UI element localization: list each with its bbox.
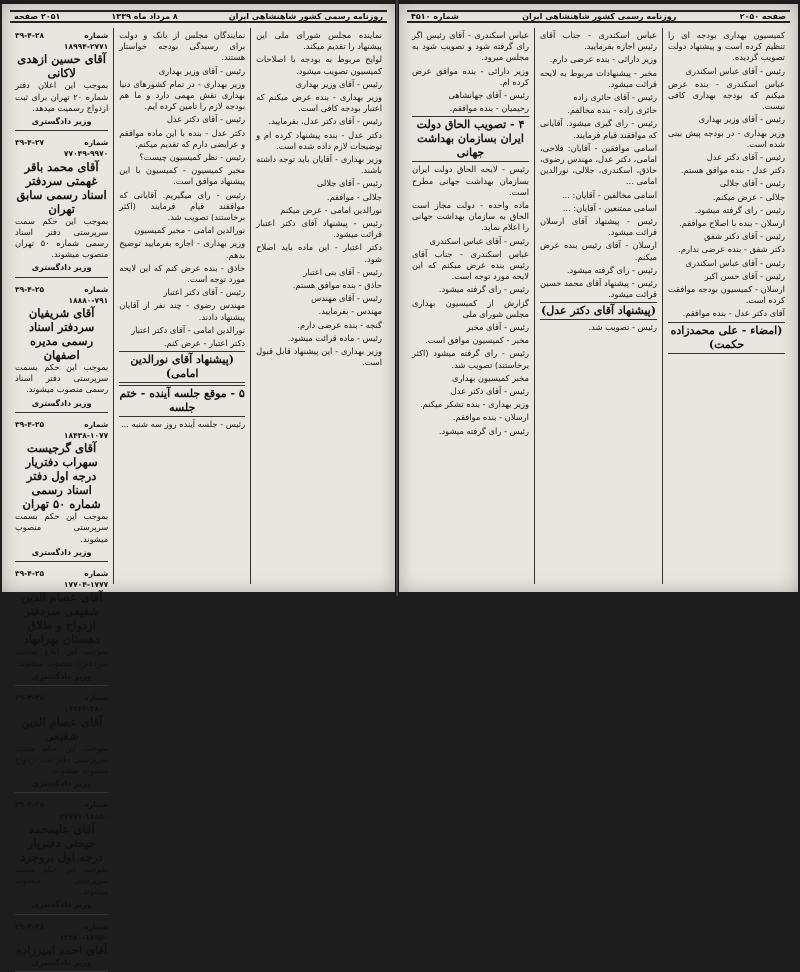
register-signature: وزیر دادگستری: [31, 263, 92, 273]
column-paragraph: اسامی ممتنعین - آقایان: ...: [562, 202, 657, 213]
section-heading: ۵ - موقع جلسه آینده - ختم جلسه: [119, 385, 245, 417]
column-paragraph: مخبر - کمیسیون موافق است.: [425, 335, 529, 346]
entry-divider: [15, 792, 108, 793]
right-column-3: [407, 28, 534, 584]
column-paragraph: عباس اسکندری - بنده عرض میکنم که بودجه بهداری کافی نیست.: [668, 78, 785, 112]
left-column-1: [250, 28, 387, 584]
right-page-columns: [407, 28, 790, 584]
entry-divider: [15, 130, 108, 131]
left-page: [2, 4, 395, 967]
column-paragraph: رئیس - رای گرفته میشود.: [438, 284, 529, 295]
column-paragraph: وزیر بهداری - این پیشنهاد قابل قبول است.: [256, 346, 382, 368]
column-paragraph: اسامی موافقین - آقایان: فلاحی، امامی، دکتر عدل، مهندس رضوی، حاذق، اسکندری، جلالی، نورالدین امامی ...: [540, 142, 657, 187]
column-paragraph: رئیس - آقای دکتر عدل: [166, 114, 246, 125]
column-paragraph: دکتر عدل - بنده موافق هستم.: [680, 165, 785, 176]
column-paragraph: وزیر بهداری - اجازه بفرمایید توضیح بدهم.: [119, 238, 246, 260]
column-paragraph: رئیس - نظر کمیسیون چیست؟: [139, 152, 246, 163]
register-text: بموجب این حکم بسمت سرپرستی منصوب میشوند.: [15, 511, 109, 544]
register-signature: وزیر دادگستری: [31, 957, 92, 967]
register-entry: [15, 137, 108, 277]
column-paragraph: وزیر بهداری - در بودجه پیش بینی شده است.: [668, 127, 785, 149]
register-number: شماره ۲۸۰۰-۱۷۷۶۴: [63, 693, 109, 714]
column-paragraph: رئیس - رای گیری میشود. آقایانی که موافقند قیام فرمایند.: [540, 118, 657, 140]
column-paragraph: رئیس - آقای مخبر: [466, 322, 529, 333]
column-paragraph: رئیس - لایحه الحاق دولت ایران بسازمان بهداشت جهانی مطرح است.: [412, 164, 529, 197]
column-paragraph: وزیر بهداری - آقایان باید توجه داشته باشند.: [256, 154, 382, 176]
register-date: ۳۹-۴-۲۸: [15, 31, 45, 40]
column-paragraph: رئیس - آقای وزیر بهداری: [698, 114, 785, 125]
column-paragraph: دکتر شفق - بنده عرضی ندارم.: [678, 244, 785, 255]
register-entry-meta: [15, 419, 108, 441]
column-paragraph: رئیس - پیشنهاد آقای ارسلان قرائت میشود.: [540, 216, 657, 238]
column-paragraph: دکتر اعتبار - این ماده باید اصلاح شود.: [256, 242, 382, 264]
column-paragraph: مخبر کمیسیون - کمیسیون با این پیشنهاد موافق است.: [119, 165, 246, 187]
column-paragraph: عباس اسکندری - آقای رئیس اگر رای گرفته شود و تصویب شود به مجلس میرود.: [412, 30, 529, 63]
entry-divider: [15, 412, 108, 413]
column-paragraph: رئیس - آقای عباس اسکندری: [685, 257, 785, 268]
column-paragraph: رئیس - آقای بنی اعتبار: [303, 266, 382, 277]
section-heading: ۴ - تصویب الحاق دولت ایران بسازمان بهداشت جهانی: [412, 116, 529, 162]
column-paragraph: عباس اسکندری - جناب آقای رئیس بنده عرض میکنم که این لایحه مورد توجه است.: [412, 248, 529, 282]
column-paragraph: مخبر کمیسیون بهداری: [452, 372, 529, 383]
column-paragraph: دکتر عدل - بنده با این ماده موافقم و عرایضی دارم که تقدیم میکنم.: [119, 127, 246, 149]
column-paragraph: رئیس - آقای دکتر عدل، بفرمایید.: [268, 116, 382, 127]
register-date: ۳۹-۴-۲۵: [15, 419, 45, 429]
register-date: ۳۹-۴-۲۸: [15, 921, 45, 931]
column-paragraph: آقای دکتر عدل - بنده موافقم.: [682, 308, 785, 319]
column-paragraph: رئیس - رای گرفته میشود.: [566, 264, 657, 275]
column-paragraph: رئیس - آقای عباس اسکندری: [685, 65, 785, 76]
column-paragraph: وزیر دارائی - بنده موافق عرض کرده ام.: [412, 65, 529, 87]
right-header-page-number: صفحه ۲۰۵۰: [739, 12, 786, 21]
column-paragraph: کمیسیون بهداری بودجه ای را تنظیم کرده است و پیشنهاد دولت تصویب گردیده.: [668, 30, 785, 63]
register-entry-meta: [15, 799, 108, 821]
column-paragraph: رئیس - جلسه آینده روز سه شنبه ...: [120, 419, 246, 430]
column-paragraph: حاذق - بنده عرض کنم که این لایحه مورد توجه است.: [119, 262, 246, 285]
column-paragraph: اسامی مخالفین - آقایان: ...: [562, 189, 657, 200]
column-paragraph: نورالدین امامی - عرض میکنم: [280, 204, 382, 215]
register-signature: وزیر دادگستری: [31, 779, 92, 789]
register-name: آقای علیمحمد حیحتی دفتریار درجه اول بروجرد: [20, 821, 103, 864]
column-paragraph: رئیس - آقای عباس اسکندری: [429, 235, 529, 246]
register-text: بموجب این حکم سمت سرپرستی دفتر اسناد رسمی شماره ۵۰ تهران منصوب میشوند.: [15, 215, 109, 260]
entry-divider: [15, 914, 108, 915]
register-date: ۳۹-۴-۲۵: [15, 569, 45, 579]
column-paragraph: جلالی - عرض میکنم.: [712, 191, 785, 202]
register-text: بموجب این اعلان دفتر شماره ۲۰ تهران برای ثبت ازدواج رسمیت میدهد.: [15, 80, 109, 113]
column-paragraph: رئیس - آقای حسن اکبر: [704, 270, 785, 281]
column-paragraph: رئیس - آقای حائری زاده: [573, 92, 657, 103]
register-date: ۳۹-۴-۲۵: [15, 693, 45, 703]
column-paragraph: گزارش از کمیسیون بهداری مجلس شورای ملی: [412, 297, 529, 319]
section-heading: (امضاء - علی محمدزاده حکمت): [668, 322, 785, 354]
register-name: آقای محمد باقر غهمتی سردفتر اسناد رسمی سابق تهران: [16, 159, 107, 216]
left-header-page-number: ۲۰۵۱ صفحه: [14, 12, 61, 21]
register-number: شماره ۱۷۷۷-۱۷۷۰۴: [63, 569, 109, 590]
column-paragraph: نورالدین امامی - آقای دکتر اعتبار: [131, 324, 246, 335]
register-name: آقای عصام الدین شفیعی سردفتر ازدواج و طلاق دهستان بهرابهاد: [20, 590, 103, 647]
column-paragraph: رئیس - تصویب شد.: [588, 322, 657, 333]
column-paragraph: نورالدین امامی - مخبر کمیسیون: [134, 225, 246, 236]
register-signature: وزیر دادگستری: [31, 547, 92, 557]
column-paragraph: ارسلان - بنده موافقم.: [452, 412, 529, 423]
register-text: بموجب این حکم بسمت سرپرستی دفتر اسناد رسمی منصوب میشوند.: [15, 362, 109, 395]
register-entry-meta: [15, 692, 108, 714]
register-entry-meta: [15, 284, 108, 306]
register-signature: وزیر دادگستری: [31, 117, 92, 127]
register-name: آقای احمد امیرزاده: [15, 942, 108, 957]
register-entry: [15, 30, 108, 131]
register-signature: وزیر دادگستری: [31, 900, 92, 910]
left-page-header: [10, 10, 387, 23]
register-number: شماره ۱۸۸۵۰-۲۷۷۷۱: [59, 800, 109, 821]
column-paragraph: رئیس - آقای جلالی: [316, 178, 382, 189]
register-number: شماره ۱۸۹۵۰-۱۳۴۸۰: [59, 921, 109, 942]
column-paragraph: رئیس - رای میگیریم. آقایانی که موافقند قیام فرمایند (اکثر برخاستند) تصویب شد.: [119, 189, 246, 223]
entry-divider: [15, 277, 108, 278]
column-paragraph: مهندس رضوی - چند نفر از آقایان پیشنهاد دادند.: [119, 300, 246, 322]
column-paragraph: رئیس - آقای وزیر بهداری: [295, 78, 382, 89]
column-paragraph: رئیس - آقای دکتر شفق: [703, 231, 785, 242]
register-text: بموجب این حکم سمت سرپرستی منصوب میشوند.: [15, 863, 109, 897]
register-name: آقای عصام الدین شفیعی: [20, 714, 103, 743]
section-heading: (پیشنهاد آقای نورالدین امامی): [119, 351, 245, 383]
register-entry-meta: [15, 137, 108, 159]
column-paragraph: ارسلان - آقای رئیس بنده عرض میکنم.: [540, 240, 657, 262]
column-paragraph: نمایندگان مجلس از بانک و دولت برای رسیدگی بودجه خواستار هستند.: [119, 30, 246, 63]
register-date: ۳۹-۴-۲۵: [15, 284, 45, 294]
column-paragraph: رئیس - آقای وزیر بهداری: [158, 65, 246, 76]
entry-divider: [15, 685, 108, 686]
register-entry: [15, 568, 108, 686]
column-paragraph: رئیس - آقای جلالی: [719, 178, 785, 189]
column-paragraph: رئیس - آقای دکتر اعتبار: [163, 287, 246, 298]
column-paragraph: جلالی - موافقم.: [326, 191, 382, 202]
column-paragraph: رئیس - آقای دکتر عدل: [450, 386, 529, 397]
column-paragraph: عباس اسکندری - جناب آقای رئیس اجازه بفرمایید.: [540, 30, 657, 52]
register-name: آقای حسین ازهدی لاکانی: [17, 52, 106, 81]
register-number: شماره ۹۹۷۰-۷۷۰۴۹: [63, 138, 109, 159]
left-header-issue: ۸ مرداد ماه ۱۳۳۹: [111, 12, 178, 21]
right-page: [399, 4, 798, 592]
left-page-columns: [10, 28, 387, 967]
column-paragraph: لوایح مربوط به بودجه با اصلاحات کمیسیون تصویب میشود.: [256, 54, 382, 76]
register-number: شماره ۱۰۷۷-۱۸۴۳۸: [63, 419, 109, 441]
register-entry: [15, 419, 108, 562]
register-text: بموجب این ابلاغ بسمت سردفتری منصوب میشوند.: [15, 646, 109, 668]
column-paragraph: رئیس - پیشنهاد آقای محمد حسین قرائت میشود.: [540, 278, 657, 300]
section-heading: (پیشنهاد آقای دکتر عدل): [540, 302, 657, 320]
column-paragraph: وزیر بهداری - بنده عرض میکنم که اعتبار بودجه کافی است.: [256, 92, 382, 114]
column-paragraph: نماینده مجلس شورای ملی این پیشنهاد را تقدیم میکند.: [256, 30, 382, 52]
column-paragraph: رئیس - آقای دکتر عدل: [706, 152, 785, 163]
right-page-header: [407, 10, 790, 23]
register-entry-meta: [15, 568, 108, 590]
left-header-title: روزنامه رسمی کشور شاهنشاهی ایران: [228, 12, 383, 21]
register-entry: [15, 799, 108, 914]
right-header-issue: شماره ۴۵۱۰: [411, 12, 459, 21]
column-paragraph: رئیس - آقای جهانشاهی: [448, 90, 529, 101]
column-paragraph: وزیر بهداری - در تمام کشورهای دنیا بهداری نقش مهمی دارد و ما هم بودجه لازم را تامین کرده ایم.: [119, 78, 246, 112]
column-paragraph: حاذق - بنده موافق هستم.: [292, 280, 382, 291]
column-paragraph: دکتر اعتبار - عرض کنم.: [163, 338, 246, 349]
column-paragraph: مهندس - بفرمایید.: [318, 306, 382, 317]
column-paragraph: رئیس - ماده قرائت میشود.: [287, 332, 382, 343]
register-entry-meta: [15, 921, 108, 943]
column-paragraph: رئیس - آقای مهندس: [311, 293, 382, 304]
register-date: ۳۹-۴-۲۸: [15, 800, 45, 810]
left-column-2: [113, 28, 250, 584]
right-header-title: روزنامه رسمی کشور شاهنشاهی ایران: [522, 12, 677, 21]
register-date: ۳۹-۴-۲۷: [15, 138, 45, 148]
column-paragraph: رئیس - رای گرفته میشود.: [438, 425, 529, 436]
column-paragraph: رحیمیان - بنده موافقم.: [449, 103, 529, 114]
column-paragraph: وزیر دارائی - بنده عرضی دارم.: [549, 54, 657, 65]
right-column-1: [662, 28, 790, 584]
register-name: آقای شریفیان سردفتر اسناد رسمی مدیره اصفهان: [28, 306, 95, 363]
register-entry-meta: [15, 30, 108, 52]
register-signature: وزیر دادگستری: [31, 671, 92, 681]
register-entry: [15, 284, 108, 413]
register-name: آقای گرجیست سهراب دفتریار درجه اول دفتر اسناد رسمی شماره ۵۰ تهران: [22, 441, 101, 512]
register-entry: [15, 921, 108, 972]
entry-divider: [15, 561, 108, 562]
column-paragraph: وزیر بهداری - بنده تشکر میکنم.: [420, 399, 529, 410]
register-text: بموجب این حکم سمت سرپرستی دفتر ثبت ازدواج منصوب میشوند.: [15, 742, 109, 775]
column-paragraph: ارسلان - کمیسیون بودجه موافقت کرده است.: [668, 284, 785, 306]
right-column-2: [534, 28, 662, 584]
column-paragraph: مخبر - پیشنهادات مربوط به لایحه قرائت میشود.: [540, 67, 657, 89]
column-paragraph: رئیس - رای گرفته میشود (اکثر برخاستند) تصویب شد.: [412, 348, 529, 370]
column-paragraph: دکتر عدل - بنده پیشنهاد کرده ام و توضیحات لازم داده شده است.: [256, 129, 382, 151]
left-register-column: [10, 28, 113, 967]
register-number: شماره ۲۷۷۱-۱۸۹۹۴: [63, 31, 109, 52]
column-paragraph: رئیس - رای گرفته میشود.: [694, 204, 785, 215]
register-entry: [15, 692, 108, 793]
column-paragraph: گنجه - بنده عرضی دارم.: [297, 319, 382, 330]
column-paragraph: ماده واحده - دولت مجاز است الحاق به سازمان بهداشت جهانی را اعلام نماید.: [412, 200, 529, 233]
column-paragraph: ارسلان - بنده با اصلاح موافقم.: [679, 218, 785, 229]
column-paragraph: حائری زاده - بنده مخالفم.: [567, 105, 657, 116]
register-signature: وزیر دادگستری: [31, 398, 92, 408]
column-paragraph: رئیس - پیشنهاد آقای دکتر اعتبار قرائت میشود.: [256, 218, 382, 240]
register-number: شماره ۷۹۱-۱۸۸۸۰: [68, 284, 109, 305]
